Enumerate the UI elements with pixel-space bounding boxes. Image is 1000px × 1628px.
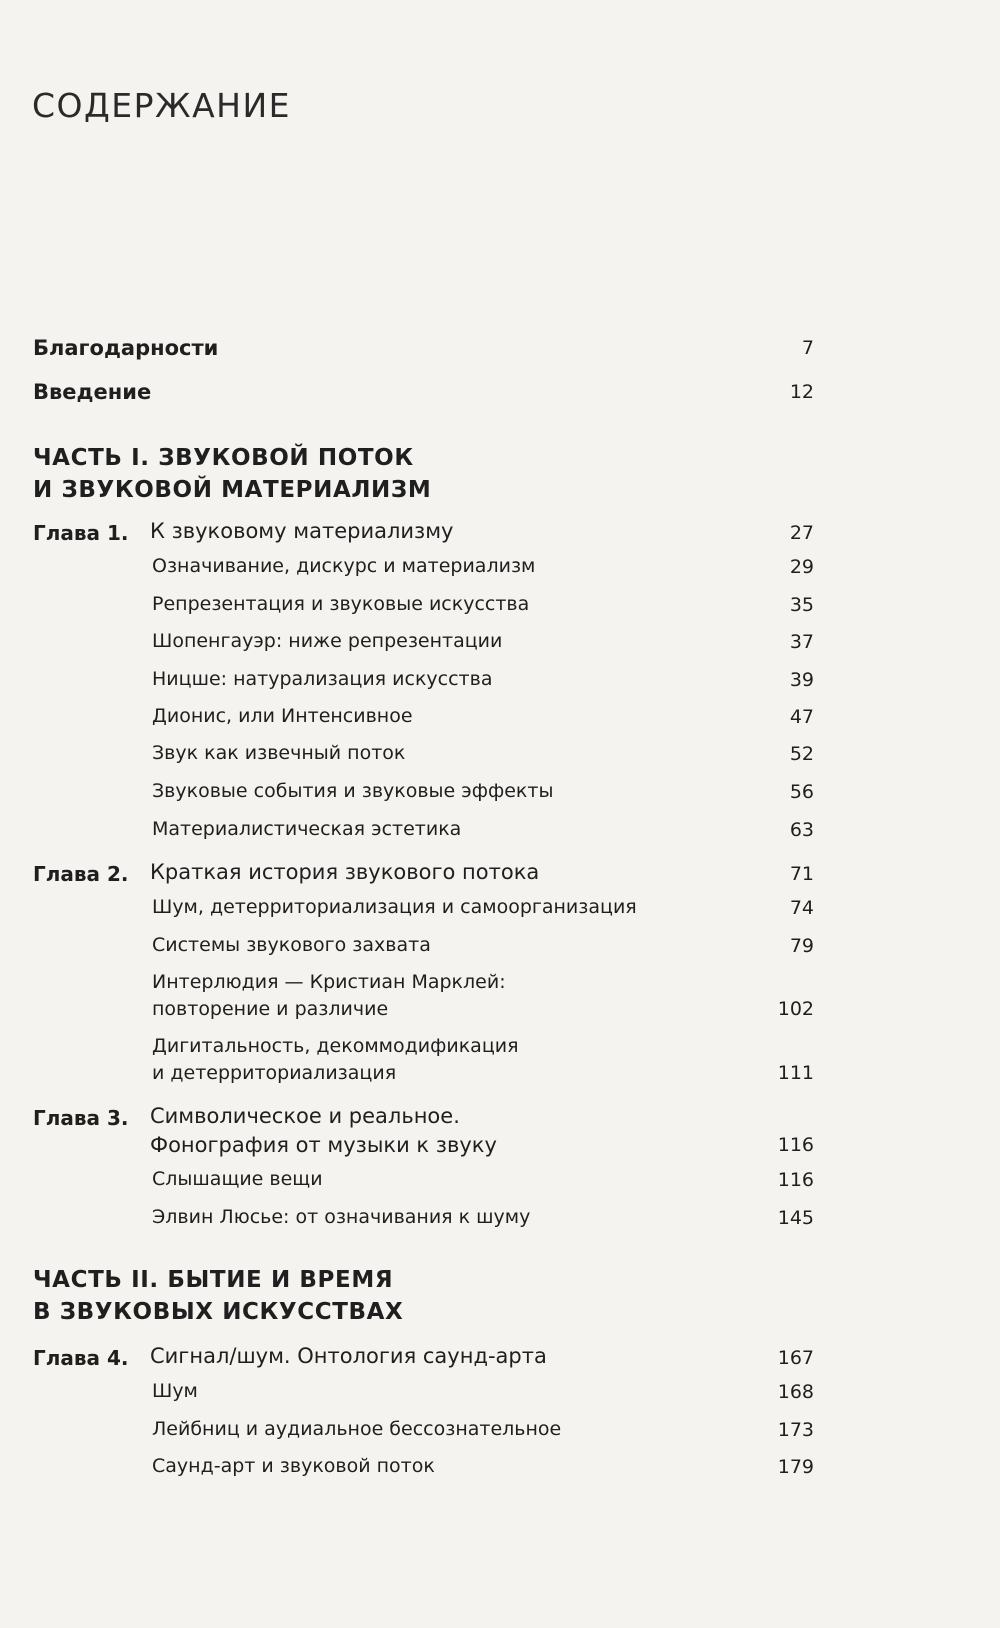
page-number: 35 (789, 594, 814, 616)
page-number: 145 (777, 1207, 814, 1229)
page-number: 63 (789, 819, 814, 841)
page-number: 7 (801, 337, 814, 359)
section-title: Шум, детерриториализация и самоорганизация (152, 896, 637, 918)
page-number: 173 (777, 1419, 814, 1441)
page-number: 39 (789, 669, 814, 691)
section-title: Шум (152, 1380, 198, 1402)
toc-entry-acknowledgements: Благодарности (33, 336, 219, 360)
section-title-line1: Интерлюдия — Кристиан Марклей: (152, 971, 506, 993)
chapter-4-title: Сигнал/шум. Онтология саунд-арта (150, 1344, 547, 1368)
chapter-2-title: Краткая история звукового потока (150, 860, 540, 884)
chapter-4-label: Глава 4. (33, 1346, 129, 1370)
chapter-1-label: Глава 1. (33, 521, 129, 545)
chapter-2-label: Глава 2. (33, 862, 129, 886)
page-number: 79 (789, 935, 814, 957)
part-1-heading-line1: ЧАСТЬ I. ЗВУКОВОЙ ПОТОК (33, 445, 414, 471)
page-number: 116 (777, 1134, 814, 1156)
section-title: Звуковые события и звуковые эффекты (152, 780, 554, 802)
part-2-heading-line2: В ЗВУКОВЫХ ИСКУССТВАХ (33, 1299, 404, 1325)
section-title: Ницше: натурализация искусства (152, 668, 493, 690)
section-title: Лейбниц и аудиальное бессознательное (152, 1418, 562, 1440)
part-1-heading-line2: И ЗВУКОВОЙ МАТЕРИАЛИЗМ (33, 477, 432, 503)
section-title: Элвин Люсье: от означивания к шуму (152, 1206, 531, 1228)
section-title: Означивание, дискурс и материализм (152, 555, 536, 577)
section-title-line1: Дигитальность, декоммодификация (152, 1035, 519, 1057)
section-title: Шопенгауэр: ниже репрезентации (152, 630, 503, 652)
section-title: Дионис, или Интенсивное (152, 705, 413, 727)
page-number: 102 (777, 998, 814, 1020)
page-number: 71 (789, 863, 814, 885)
toc-entry-introduction: Введение (33, 380, 152, 404)
page-number: 52 (789, 743, 814, 765)
page-number: 37 (789, 631, 814, 653)
section-title: Слышащие вещи (152, 1168, 323, 1190)
page-number: 167 (777, 1347, 814, 1369)
section-title-line2: повторение и различие (152, 998, 389, 1020)
page-number: 111 (777, 1062, 814, 1084)
section-title: Саунд-арт и звуковой поток (152, 1455, 435, 1477)
page-number: 74 (789, 897, 814, 919)
page-number: 29 (789, 556, 814, 578)
section-title: Материалистическая эстетика (152, 818, 462, 840)
page-number: 47 (789, 706, 814, 728)
page-number: 56 (789, 781, 814, 803)
chapter-3-label: Глава 3. (33, 1106, 129, 1130)
chapter-3-title-line1: Символическое и реальное. (150, 1104, 460, 1128)
section-title: Системы звукового захвата (152, 934, 431, 956)
chapter-1-title: К звуковому материализму (150, 519, 454, 543)
chapter-3-title-line2: Фонография от музыки к звуку (150, 1133, 497, 1157)
section-title: Репрезентация и звуковые искусства (152, 593, 530, 615)
page-title: СОДЕРЖАНИЕ (32, 86, 292, 125)
section-title: Звук как извечный поток (152, 742, 406, 764)
page-number: 116 (777, 1169, 814, 1191)
page-number: 12 (789, 381, 814, 403)
page-number: 27 (789, 522, 814, 544)
page-number: 168 (777, 1381, 814, 1403)
section-title-line2: и детерриториализация (152, 1062, 397, 1084)
page-number: 179 (777, 1456, 814, 1478)
part-2-heading-line1: ЧАСТЬ II. БЫТИЕ И ВРЕМЯ (33, 1267, 394, 1293)
